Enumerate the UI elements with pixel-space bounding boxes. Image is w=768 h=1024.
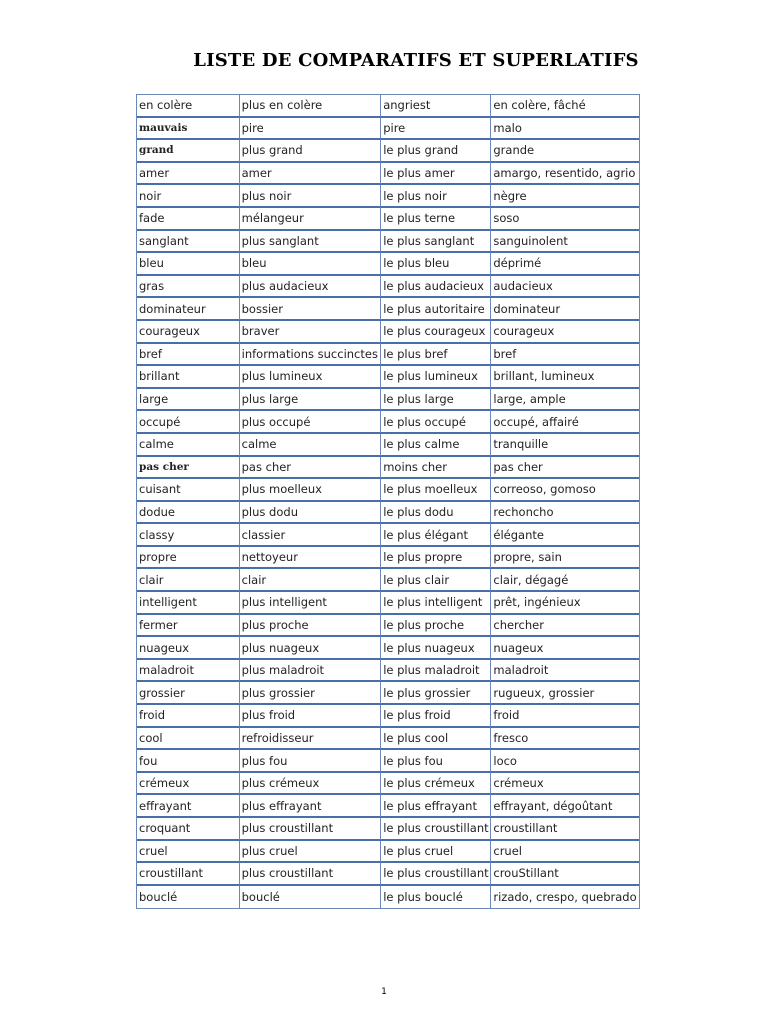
table-cell-translation: pas cher	[491, 457, 639, 480]
table-cell-adjective: bouclé	[137, 886, 240, 909]
table-cell-superlative: le plus proche	[381, 615, 491, 638]
table-cell-comparative: plus lumineux	[240, 366, 382, 389]
table-row	[137, 750, 639, 773]
table-cell-adjective: cool	[137, 728, 240, 751]
table-cell-comparative: plus fou	[240, 750, 382, 773]
table-cell-superlative: le plus croustillant	[381, 818, 491, 841]
table-cell-adjective: amer	[137, 163, 240, 186]
table-cell-translation: tranquille	[491, 434, 639, 457]
table-cell-comparative: plus sanglant	[240, 231, 382, 254]
table-cell-superlative: le plus autoritaire	[381, 298, 491, 321]
table-cell-translation: élégante	[491, 524, 639, 547]
table-row	[137, 479, 639, 502]
table-cell-translation: rizado, crespo, quebrado	[493, 890, 637, 905]
table-cell-comparative: pire	[240, 118, 382, 141]
table-cell-comparative: plus nuageux	[240, 637, 382, 660]
table-row	[137, 637, 639, 660]
table-row	[137, 366, 639, 389]
table-cell-superlative: le plus effrayant	[381, 795, 491, 818]
table-row	[137, 298, 639, 321]
table-cell-adjective: fermer	[137, 615, 240, 638]
table-cell-adjective: pas cher	[137, 457, 240, 480]
table-row	[137, 615, 639, 638]
table-cell-translation: audacieux	[491, 276, 639, 299]
table-cell-translation: cruel	[491, 841, 639, 864]
table-cell-superlative: le plus occupé	[381, 411, 491, 434]
table-row	[137, 569, 639, 592]
table-cell-translation: malo	[491, 118, 639, 141]
table-row	[137, 163, 639, 186]
table-row	[137, 231, 639, 254]
table-cell-comparative: plus croustillant	[240, 818, 382, 841]
table-cell-adjective: maladroit	[137, 660, 240, 683]
table-row	[137, 389, 639, 412]
table-cell-translation: correoso, gomoso	[491, 479, 639, 502]
table-cell-translation: prêt, ingénieux	[491, 592, 639, 615]
table-cell-comparative: informations succinctes	[240, 344, 382, 367]
table-cell-adjective: courageux	[137, 321, 240, 344]
table-cell-superlative: pire	[381, 118, 491, 141]
table-cell-superlative: le plus bref	[381, 344, 491, 367]
table-cell-adjective: occupé	[137, 411, 240, 434]
table-cell-superlative: le plus intelligent	[381, 592, 491, 615]
table-row	[137, 276, 639, 299]
table-cell-adjective: cuisant	[137, 479, 240, 502]
table-cell-translation: amargo, resentido, agrio	[491, 163, 639, 186]
table-row	[137, 795, 639, 818]
table-row	[137, 502, 639, 525]
table-row	[137, 728, 639, 751]
table-row	[137, 886, 639, 909]
table-cell-comparative: plus effrayant	[240, 795, 382, 818]
table-cell-adjective: noir	[137, 185, 240, 208]
table-cell-translation: déprimé	[491, 253, 639, 276]
table-cell-comparative: amer	[240, 163, 382, 186]
table-cell-comparative: bleu	[240, 253, 382, 276]
table-cell-comparative: plus froid	[240, 705, 382, 728]
page-number: 1	[381, 987, 387, 997]
table-cell-adjective: sanglant	[137, 231, 240, 254]
table-cell-superlative: le plus audacieux	[381, 276, 491, 299]
document-title: LISTE DE COMPARATIFS ET SUPERLATIFS	[193, 50, 639, 71]
table-cell-translation: large, ample	[491, 389, 639, 412]
table-cell-comparative: plus occupé	[240, 411, 382, 434]
table-cell-translation: crouStillant	[491, 863, 639, 886]
table-cell-superlative: le plus noir	[381, 185, 491, 208]
table-cell-adjective: en colère	[137, 95, 240, 118]
table-row	[137, 547, 639, 570]
table-cell-translation: froid	[491, 705, 639, 728]
table-row	[137, 592, 639, 615]
table-cell-adjective: gras	[137, 276, 240, 299]
table-cell-superlative: le plus moelleux	[381, 479, 491, 502]
table-cell-adjective: fade	[137, 208, 240, 231]
comparatives-table	[136, 94, 640, 909]
table-row	[137, 185, 639, 208]
table-row	[137, 208, 639, 231]
table-cell-superlative: le plus propre	[381, 547, 491, 570]
table-cell-translation: crémeux	[491, 773, 639, 796]
table-row	[137, 140, 639, 163]
table-cell-comparative: plus large	[240, 389, 382, 412]
table-cell-comparative: plus cruel	[240, 841, 382, 864]
table-row	[137, 344, 639, 367]
table-cell-superlative: le plus grossier	[381, 682, 491, 705]
table-cell-superlative: le plus terne	[381, 208, 491, 231]
table-cell-superlative: le plus cruel	[381, 841, 491, 864]
table-cell-superlative: le plus calme	[381, 434, 491, 457]
table-cell-translation: bref	[491, 344, 639, 367]
table-row	[137, 434, 639, 457]
table-cell-superlative: le plus grand	[381, 140, 491, 163]
table-cell-translation: croustillant	[491, 818, 639, 841]
table-cell-comparative: braver	[240, 321, 382, 344]
table-cell-comparative: bossier	[240, 298, 382, 321]
table-cell-adjective: large	[137, 389, 240, 412]
table-cell-adjective: dodue	[137, 502, 240, 525]
table-cell-superlative: moins cher	[381, 457, 491, 480]
table-cell-adjective: crémeux	[137, 773, 240, 796]
table-cell-superlative: le plus large	[381, 389, 491, 412]
table-cell-comparative: plus moelleux	[240, 479, 382, 502]
table-cell-comparative: plus audacieux	[240, 276, 382, 299]
table-cell-superlative: le plus croustillant	[381, 863, 491, 886]
table-cell-superlative: le plus élégant	[381, 524, 491, 547]
table-row	[137, 818, 639, 841]
table-cell-comparative: classier	[240, 524, 382, 547]
table-cell-comparative: plus noir	[240, 185, 382, 208]
table-cell-superlative: le plus crémeux	[381, 773, 491, 796]
table-cell-superlative: le plus clair	[381, 569, 491, 592]
table-cell-adjective: calme	[137, 434, 240, 457]
table-cell-comparative: pas cher	[240, 457, 382, 480]
table-row	[137, 95, 639, 118]
table-body	[137, 95, 639, 908]
table-cell-comparative: plus grand	[240, 140, 382, 163]
table-cell-comparative: refroidisseur	[240, 728, 382, 751]
table-cell-comparative: plus grossier	[240, 682, 382, 705]
table-cell-translation: propre, sain	[491, 547, 639, 570]
table-cell-comparative: mélangeur	[240, 208, 382, 231]
table-cell-adjective: bleu	[137, 253, 240, 276]
table-cell-translation: soso	[491, 208, 639, 231]
table-cell-adjective: effrayant	[137, 795, 240, 818]
table-cell-adjective: classy	[137, 524, 240, 547]
table-cell-superlative: le plus fou	[381, 750, 491, 773]
table-cell-comparative: nettoyeur	[240, 547, 382, 570]
table-row	[137, 457, 639, 480]
table-row	[137, 253, 639, 276]
table-cell-adjective: grossier	[137, 682, 240, 705]
table-cell-translation: fresco	[491, 728, 639, 751]
table-cell-adjective: clair	[137, 569, 240, 592]
table-cell-translation: chercher	[491, 615, 639, 638]
table-cell-comparative: plus en colère	[240, 95, 382, 118]
table-cell-adjective: brillant	[137, 366, 240, 389]
table-row	[137, 321, 639, 344]
table-cell-comparative: clair	[240, 569, 382, 592]
table-cell-translation: loco	[491, 750, 639, 773]
table-cell-superlative: le plus nuageux	[381, 637, 491, 660]
table-cell-superlative: le plus cool	[381, 728, 491, 751]
table-cell-adjective: intelligent	[137, 592, 240, 615]
table-cell-translation: occupé, affairé	[491, 411, 639, 434]
table-cell-adjective: grand	[137, 140, 240, 163]
table-cell-superlative: le plus sanglant	[381, 231, 491, 254]
table-cell-adjective: dominateur	[137, 298, 240, 321]
table-cell-comparative: plus maladroit	[240, 660, 382, 683]
table-cell-translation: sanguinolent	[491, 231, 639, 254]
table-row	[137, 773, 639, 796]
table-row	[137, 411, 639, 434]
table-cell-superlative: angriest	[381, 95, 491, 118]
table-cell-superlative: le plus dodu	[381, 502, 491, 525]
table-cell-translation: brillant, lumineux	[491, 366, 639, 389]
table-cell-translation: dominateur	[491, 298, 639, 321]
table-cell-translation: rechoncho	[491, 502, 639, 525]
table-cell-adjective: fou	[137, 750, 240, 773]
table-cell-adjective: mauvais	[137, 118, 240, 141]
table-cell-translation: courageux	[491, 321, 639, 344]
table-cell-superlative: le plus bleu	[381, 253, 491, 276]
table-cell-translation: en colère, fâché	[491, 95, 639, 118]
table-cell-adjective: propre	[137, 547, 240, 570]
table-row	[137, 705, 639, 728]
table-cell-translation: nègre	[491, 185, 639, 208]
table-cell-adjective: bref	[137, 344, 240, 367]
table-cell-comparative: calme	[240, 434, 382, 457]
table-cell-translation: grande	[491, 140, 639, 163]
table-cell-comparative: plus croustillant	[240, 863, 382, 886]
table-row	[137, 841, 639, 864]
table-cell-adjective: froid	[137, 705, 240, 728]
table-cell-translation: maladroit	[491, 660, 639, 683]
table-cell-adjective: croquant	[137, 818, 240, 841]
table-row	[137, 118, 639, 141]
table-cell-superlative: le plus froid	[381, 705, 491, 728]
table-cell-superlative: le plus maladroit	[381, 660, 491, 683]
table-cell-comparative: plus dodu	[240, 502, 382, 525]
table-cell-comparative: bouclé	[240, 886, 382, 909]
table-cell-comparative: plus proche	[240, 615, 382, 638]
table-cell-superlative: le plus lumineux	[381, 366, 491, 389]
table-cell-comparative: plus crémeux	[240, 773, 382, 796]
table-cell-superlative: le plus courageux	[381, 321, 491, 344]
table-cell-adjective: croustillant	[137, 863, 240, 886]
table-cell-adjective: cruel	[137, 841, 240, 864]
table-cell-translation: clair, dégagé	[491, 569, 639, 592]
table-row	[137, 660, 639, 683]
table-cell-superlative: le plus amer	[381, 163, 491, 186]
table-cell-superlative: le plus bouclé	[381, 886, 491, 909]
table-cell-translation: nuageux	[491, 637, 639, 660]
table-row	[137, 863, 639, 886]
table-cell-comparative: plus intelligent	[240, 592, 382, 615]
table-row	[137, 524, 639, 547]
table-row	[137, 682, 639, 705]
table-cell-translation: effrayant, dégoûtant	[491, 795, 639, 818]
table-cell-translation: rugueux, grossier	[491, 682, 639, 705]
table-cell-adjective: nuageux	[137, 637, 240, 660]
